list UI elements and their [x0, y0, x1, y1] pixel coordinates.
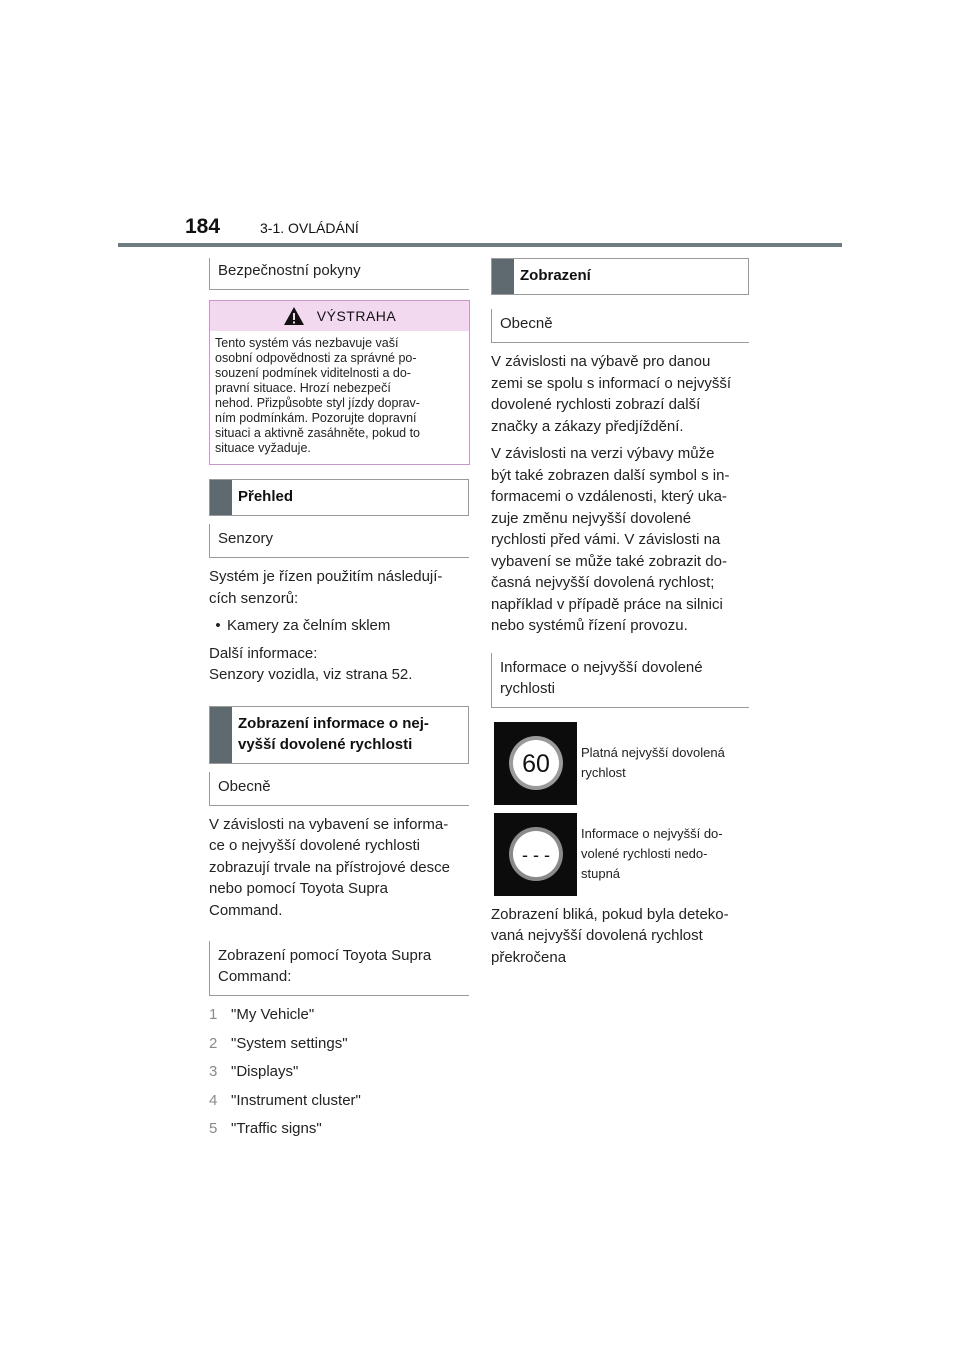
blink-text: [491, 904, 749, 969]
text-line: nebo pomocí Toyota Supra: [209, 880, 389, 897]
text-line: Další informace:: [209, 644, 318, 662]
text-line: zuje změnu nejvyšší dovolené: [491, 509, 692, 527]
text-line: Informace o nejvyšší dovolené: [500, 658, 703, 676]
sign-caption: [577, 824, 723, 884]
sensors-heading: Senzory: [209, 524, 469, 558]
text-line: Zobrazení pomocí Toyota Supra: [218, 947, 432, 964]
more-info-text: [209, 643, 469, 686]
text-line: dovolené rychlosti zobrazí další: [491, 396, 701, 413]
text-line: rychlosti před vámi. V závislosti na: [491, 531, 721, 548]
step-number: 4: [209, 1091, 218, 1109]
general-heading: Obecně: [491, 309, 749, 343]
right-column: [491, 258, 749, 974]
warning-line: osobní odpovědnosti za správné po-: [215, 351, 417, 365]
text-line: značky a zákazy předjíždění.: [491, 417, 684, 435]
step-number: 3: [209, 1063, 218, 1080]
list-item: [209, 615, 469, 637]
step-text: "Instrument cluster": [231, 1091, 361, 1109]
warning-text: [210, 331, 469, 464]
speed-limit-60-icon: [494, 722, 577, 805]
general-heading: Obecně: [209, 772, 469, 806]
warning-line: situaci a aktivně zasáhněte, pokud to: [215, 426, 420, 440]
text-line: Zobrazení informace o nej-: [238, 714, 429, 732]
sign-entry: [494, 722, 749, 805]
speed-sign-graphic: [508, 826, 564, 882]
heading-bar: [210, 707, 232, 763]
list-item: [209, 1090, 469, 1112]
heading-bar: [210, 480, 232, 515]
page-number: 184: [185, 215, 221, 238]
text-line: překročena: [491, 948, 567, 966]
text-line: rychlosti: [500, 679, 556, 697]
text-line: Systém je řízen použitím následují-: [209, 568, 443, 585]
speed-limit-unavailable-icon: [494, 813, 577, 896]
step-text: "My Vehicle": [231, 1006, 315, 1023]
warning-line: Tento systém vás nezbavuje vaší: [215, 336, 399, 350]
step-text: "System settings": [231, 1034, 348, 1052]
list-item: [209, 1118, 469, 1140]
step-number: 1: [209, 1006, 218, 1023]
text-line: rychlost: [581, 765, 626, 780]
left-column: [209, 258, 469, 1147]
speed-sign-graphic: [508, 735, 564, 791]
header-rule: [118, 243, 842, 247]
speed-info-heading-text: [232, 707, 437, 763]
speed-info-heading: [209, 706, 469, 764]
text-line: V závislosti na verzi výbavy může: [491, 445, 715, 462]
sign-entry: [494, 813, 749, 896]
heading-bar: [492, 259, 514, 294]
command-heading: [209, 941, 469, 996]
step-number: 5: [209, 1120, 218, 1137]
display-para-2: [491, 443, 749, 637]
sensors-text: [209, 566, 469, 609]
text-line: cích senzorů:: [209, 589, 299, 607]
text-line: například v případě práce na silnici: [491, 595, 723, 613]
text-line: zemi se spolu s informací o nejvyšší: [491, 374, 732, 392]
step-text: "Traffic signs": [231, 1120, 322, 1137]
warning-triangle-icon: [283, 306, 305, 326]
bullet-icon: •: [215, 617, 221, 634]
text-line: Zobrazení bliká, pokud byla deteko-: [491, 905, 729, 923]
text-line: časná nejvyšší dovolená rychlost;: [491, 574, 715, 591]
text-line: Platná nejvyšší dovolená: [581, 745, 725, 760]
display-para-1: [491, 351, 749, 437]
warning-line: pravní situace. Hrozí nebezpečí: [215, 381, 391, 395]
text-line: vybavení se může také zobrazit do-: [491, 552, 727, 570]
step-text: "Displays": [231, 1063, 299, 1080]
display-heading-text: Zobrazení: [520, 267, 591, 284]
speed-info-subheading: [491, 653, 749, 708]
text-line: vyšší dovolené rychlosti: [238, 735, 413, 753]
list-item: [209, 1061, 469, 1083]
warning-line: situace vyžaduje.: [215, 441, 311, 455]
text-line: Command.: [209, 901, 283, 919]
text-line: stupná: [581, 866, 621, 881]
safety-heading: Bezpečnostní pokyny: [209, 258, 469, 290]
text-line: formacemi o vzdálenosti, který uka-: [491, 488, 727, 505]
text-line: vaná nejvyšší dovolená rychlost: [491, 927, 703, 944]
text-line: ce o nejvyšší dovolené rychlosti: [209, 837, 420, 854]
text-line: V závislosti na vybavení se informa-: [209, 815, 449, 833]
text-line: V závislosti na výbavě pro danou: [491, 353, 711, 370]
text-line: být také zobrazen další symbol s in-: [491, 466, 730, 484]
text-line: zobrazují trvale na přístrojové desce: [209, 858, 450, 876]
warning-header: [210, 301, 469, 331]
warning-title: VÝSTRAHA: [316, 308, 397, 324]
overview-heading: [209, 479, 469, 516]
text-line: nebo systémů řízení provozu.: [491, 617, 688, 634]
warning-box: [209, 300, 470, 465]
sign-caption: [577, 743, 725, 783]
speed-value: 60: [521, 750, 550, 778]
text-line: Command:: [218, 968, 292, 985]
text-line: Informace o nejvyšší do-: [581, 826, 723, 841]
list-item: [209, 1004, 469, 1026]
list-item: [209, 1033, 469, 1055]
bullet-text: Kamery za čelním sklem: [227, 617, 391, 634]
text-line: Senzory vozidla, viz strana 52.: [209, 666, 413, 683]
warning-line: ním podmínkám. Pozorujte dopravní: [215, 411, 417, 425]
step-number: 2: [209, 1034, 218, 1052]
general-text: [209, 814, 469, 922]
text-line: volené rychlosti nedo-: [581, 846, 708, 861]
warning-line: nehod. Přizpůsobte styl jízdy doprav-: [215, 396, 420, 410]
steps-list: [209, 1004, 469, 1140]
warning-line: souzení podmínek viditelnosti a do-: [215, 366, 411, 380]
speed-value: - - -: [521, 845, 550, 865]
chapter-title: 3-1. OVLÁDÁNÍ: [260, 220, 359, 236]
overview-heading-text: Přehled: [238, 488, 294, 505]
display-heading: [491, 258, 749, 295]
